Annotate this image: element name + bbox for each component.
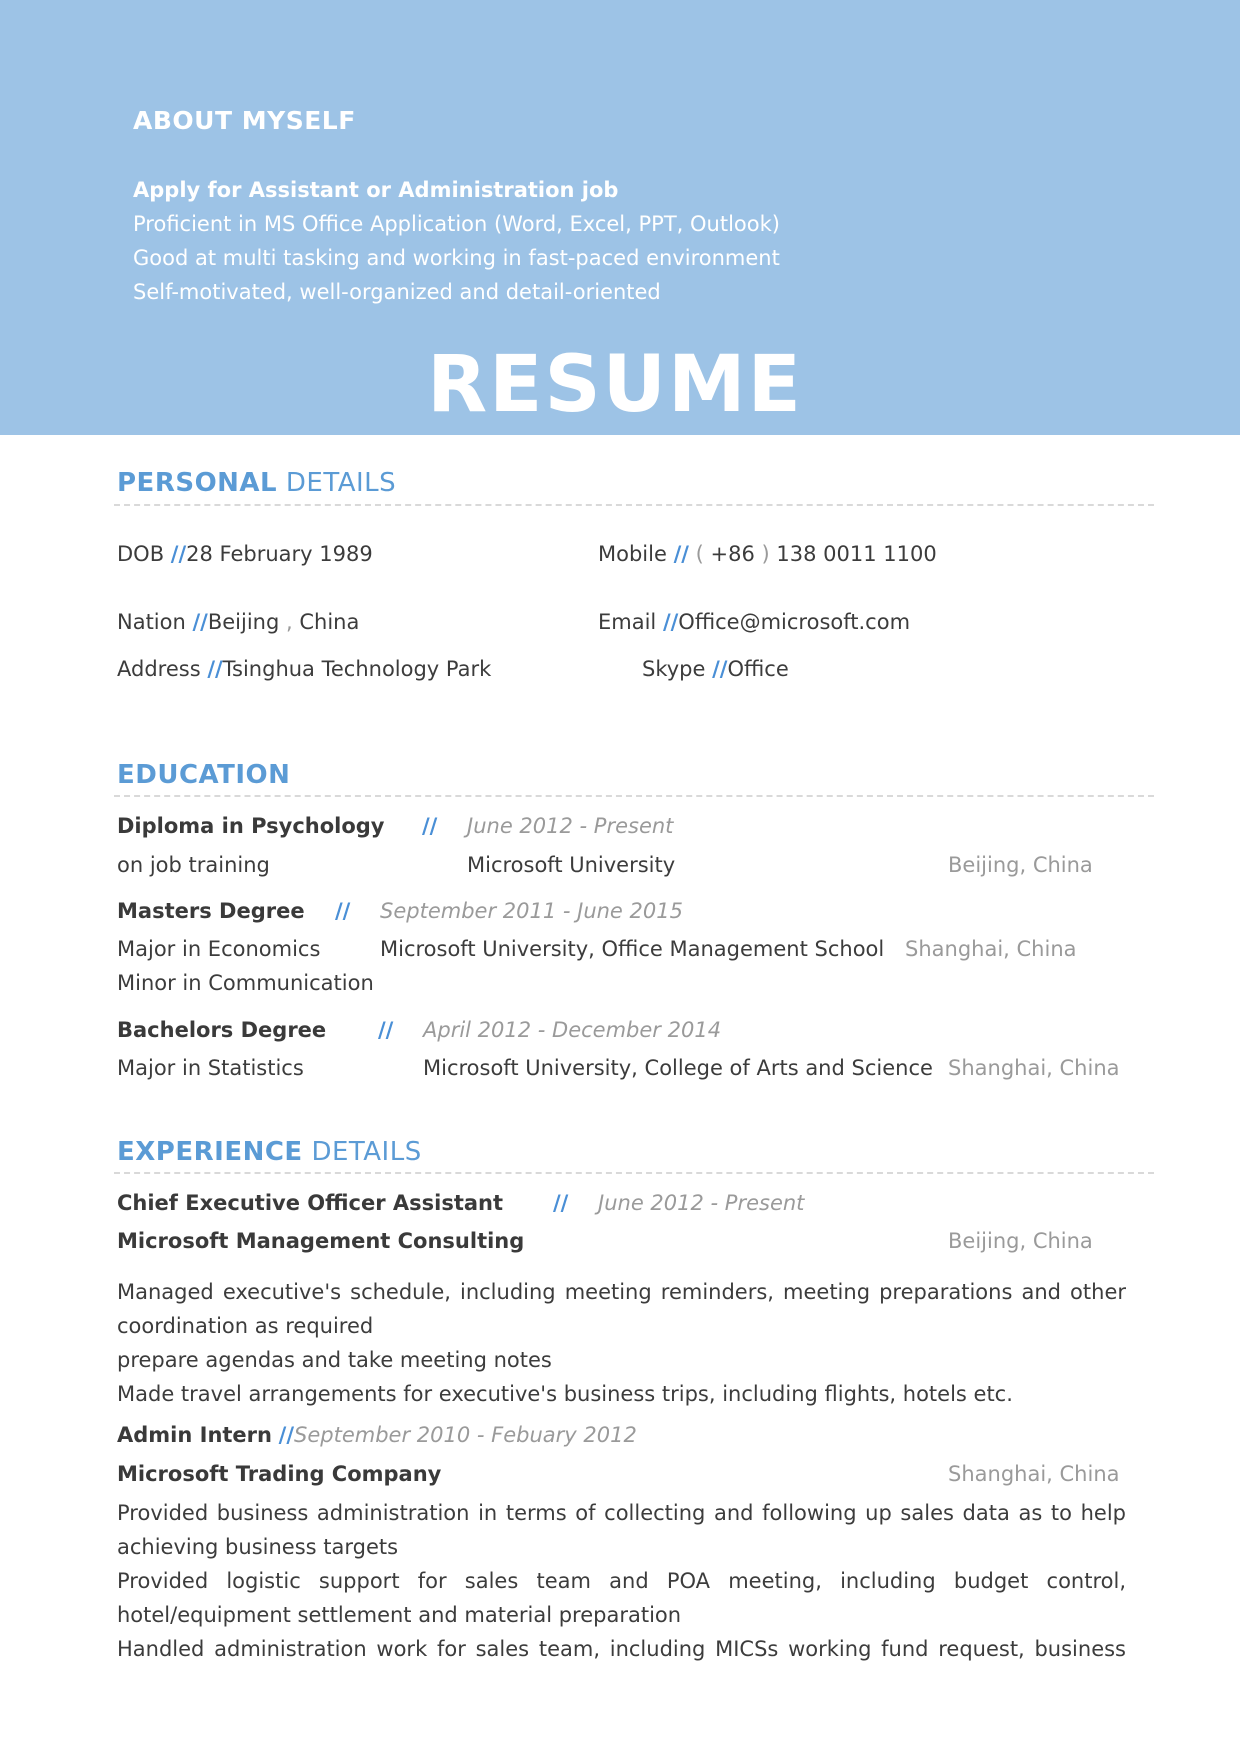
edu-dates: September 2011 - June 2015 [380,899,683,923]
edu-location: Beijing, China [948,853,1093,877]
address-label: Address [117,657,201,681]
dob-value: 28 February 1989 [186,542,373,566]
paren-close: ) [761,542,770,566]
address-row [117,657,491,681]
skype-value: Office [727,657,789,681]
mobile-code: +86 [703,542,762,566]
edu-degree: Masters Degree [117,899,305,923]
title-rest: DETAILS [277,468,397,498]
separator: // [673,542,689,566]
job-company: Microsoft Trading Company [117,1462,442,1486]
mobile-row [598,542,937,566]
edu-school: Microsoft University, College of Arts and Science [423,1056,933,1080]
section-divider [114,504,1154,506]
header-banner [0,0,1240,435]
title-bold: EXPERIENCE [117,1137,303,1167]
job-header [117,1423,637,1447]
edu-degree: Bachelors Degree [117,1018,327,1042]
separator: // [378,1018,394,1042]
separator: // [207,657,223,681]
job-duty: Handled administration work for sales team, including MICSs working fund request, business [117,1637,1126,1661]
paren-open: ( [695,542,704,566]
nation-country: China [299,610,360,634]
nation-comma: , [279,610,300,634]
job-location: Beijing, China [948,1229,1093,1253]
edu-school: Microsoft University [467,853,676,877]
about-line: Good at multi tasking and working in fast-paced environment [133,246,780,270]
job-duty: Provided business administration in terms of collecting and following up sales data as to help achieving business targets [117,1501,1126,1559]
separator: // [712,657,728,681]
mobile-number: 138 0011 1100 [769,542,937,566]
about-apply: Apply for Assistant or Administration job [133,178,619,202]
email-row [598,610,910,634]
edu-detail: Major in Statistics [117,1056,304,1080]
section-divider [114,1172,1154,1174]
education-section-title: EDUCATION [117,760,291,790]
mobile-label: Mobile [598,542,667,566]
edu-detail: on job training [117,853,270,877]
job-role: Admin Intern [117,1423,272,1447]
job-role: Chief Executive Officer Assistant [117,1191,504,1215]
address-value: Tsinghua Technology Park [222,657,492,681]
email-label: Email [598,610,657,634]
about-line: Proficient in MS Office Application (Word, Excel, PPT, Outlook) [133,212,780,236]
resume-title: RESUME [427,340,803,430]
dob-row [117,542,373,566]
separator: // [662,610,679,634]
job-duty: prepare agendas and take meeting notes [117,1348,552,1372]
edu-detail: Minor in Communication [117,971,374,995]
job-duty: Provided logistic support for sales team and POA meeting, including budget control, hotel/equipment settlement and material preparation [117,1569,1126,1627]
job-company: Microsoft Management Consulting [117,1229,525,1253]
separator: // [553,1191,569,1215]
separator: // [422,814,438,838]
dob-label: DOB [117,542,165,566]
job-dates: September 2010 - Febuary 2012 [294,1423,637,1447]
about-heading: ABOUT MYSELF [133,106,356,135]
job-dates: June 2012 - Present [598,1191,805,1215]
edu-dates: April 2012 - December 2014 [423,1018,722,1042]
job-duty: Managed executive's schedule, including meeting reminders, meeting preparations and other coordination as required [117,1280,1126,1338]
job-location: Shanghai, China [948,1462,1120,1486]
about-line: Self-motivated, well-organized and detail-oriented [133,280,661,304]
job-duty: Made travel arrangements for executive's business trips, including flights, hotels etc. [117,1382,1013,1406]
email-value[interactable]: Office@microsoft.com [678,610,911,634]
separator: // [278,1423,295,1447]
title-bold: PERSONAL [117,468,278,498]
personal-section-title [117,468,396,498]
separator: // [170,542,187,566]
edu-school: Microsoft University, Office Management School [380,937,885,961]
skype-label: Skype [642,657,706,681]
experience-section-title [117,1137,422,1167]
nation-label: Nation [117,610,186,634]
nation-city: Beijing [207,610,280,634]
edu-dates: June 2012 - Present [467,814,674,838]
skype-row [642,657,789,681]
edu-degree: Diploma in Psychology [117,814,385,838]
separator: // [192,610,208,634]
title-rest: DETAILS [302,1137,422,1167]
edu-detail: Major in Economics [117,937,321,961]
separator: // [335,899,351,923]
edu-location: Shanghai, China [948,1056,1120,1080]
section-divider [114,795,1154,797]
nation-row [117,610,359,634]
edu-location: Shanghai, China [905,937,1077,961]
